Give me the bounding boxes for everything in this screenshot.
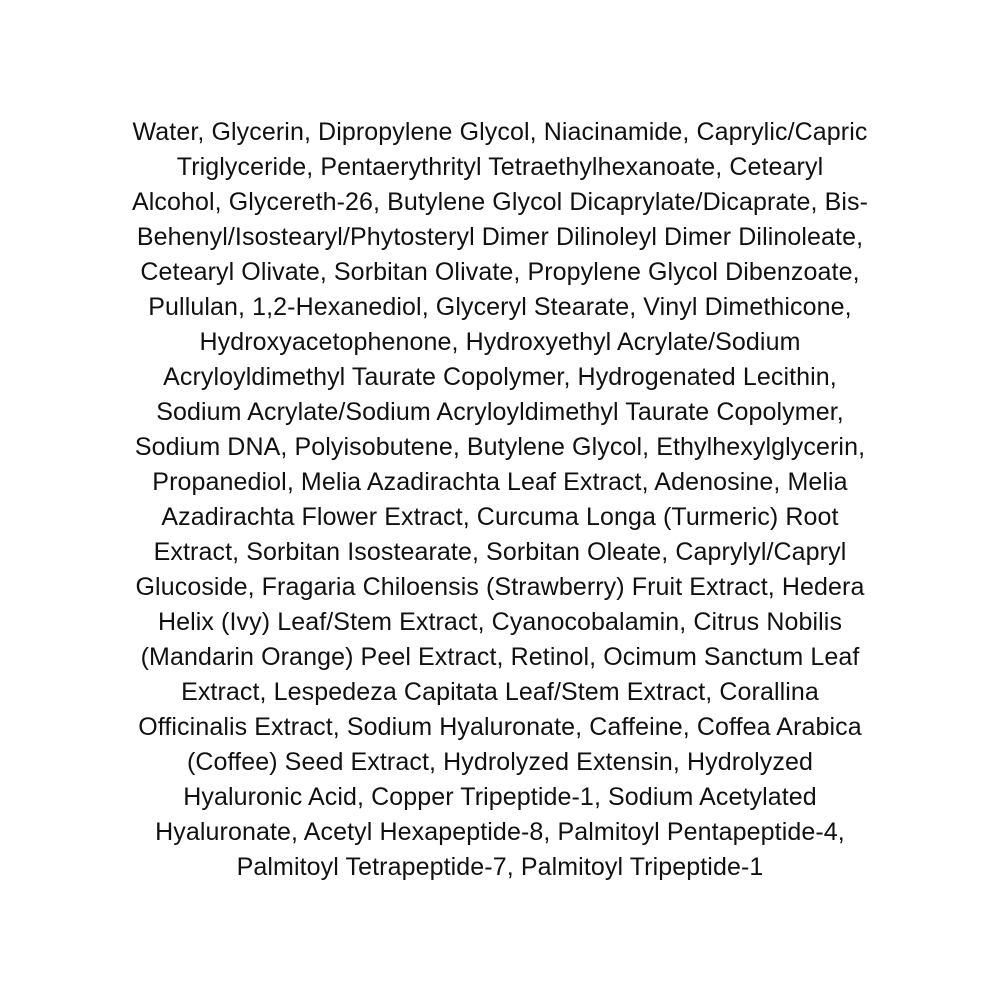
ingredients-line: Propanediol, Melia Azadirachta Leaf Extract, Adenosine, Melia [152,468,848,496]
ingredients-line: Glucoside, Fragaria Chiloensis (Strawberry) Fruit Extract, Hedera [135,573,865,601]
ingredients-line: Hyaluronate, Acetyl Hexapeptide-8, Palmitoyl Pentapeptide-4, [155,818,845,846]
ingredients-line: Azadirachta Flower Extract, Curcuma Longa (Turmeric) Root [161,503,839,531]
ingredients-line: (Mandarin Orange) Peel Extract, Retinol, Ocimum Sanctum Leaf [140,643,860,671]
ingredients-line: Behenyl/Isostearyl/Phytosteryl Dimer Dilinoleyl Dimer Dilinoleate, [136,223,864,251]
ingredients-line: Cetearyl Olivate, Sorbitan Olivate, Propylene Glycol Dibenzoate, [140,258,860,286]
ingredients-line: Extract, Sorbitan Isostearate, Sorbitan Oleate, Caprylyl/Capryl [153,538,847,566]
ingredients-line: Palmitoyl Tetrapeptide-7, Palmitoyl Tripeptide-1 [236,853,764,881]
ingredients-line: Hyaluronic Acid, Copper Tripeptide-1, Sodium Acetylated [183,783,817,811]
ingredients-line: (Coffee) Seed Extract, Hydrolyzed Extensin, Hydrolyzed [186,748,814,776]
ingredients-line: Alcohol, Glycereth-26, Butylene Glycol Dicaprylate/Dicaprate, Bis- [131,188,869,216]
ingredients-line: Acryloyldimethyl Taurate Copolymer, Hydrogenated Lecithin, [163,363,837,391]
ingredients-line: Helix (Ivy) Leaf/Stem Extract, Cyanocobalamin, Citrus Nobilis [157,608,843,636]
ingredients-list [0,115,1000,885]
ingredients-line: Pullulan, 1,2-Hexanediol, Glyceryl Stearate, Vinyl Dimethicone, [148,293,852,321]
ingredients-line: Extract, Lespedeza Capitata Leaf/Stem Extract, Corallina [181,678,819,706]
ingredients-line: Officinalis Extract, Sodium Hyaluronate, Caffeine, Coffea Arabica [138,713,862,741]
ingredients-line: Hydroxyacetophenone, Hydroxyethyl Acrylate/Sodium [199,328,801,356]
ingredients-line: Water, Glycerin, Dipropylene Glycol, Niacinamide, Caprylic/Capric [132,118,868,146]
ingredients-line: Sodium DNA, Polyisobutene, Butylene Glycol, Ethylhexylglycerin, [134,433,866,461]
ingredients-line: Sodium Acrylate/Sodium Acryloyldimethyl Taurate Copolymer, [156,398,844,426]
ingredients-line: Triglyceride, Pentaerythrityl Tetraethylhexanoate, Cetearyl [176,153,824,181]
